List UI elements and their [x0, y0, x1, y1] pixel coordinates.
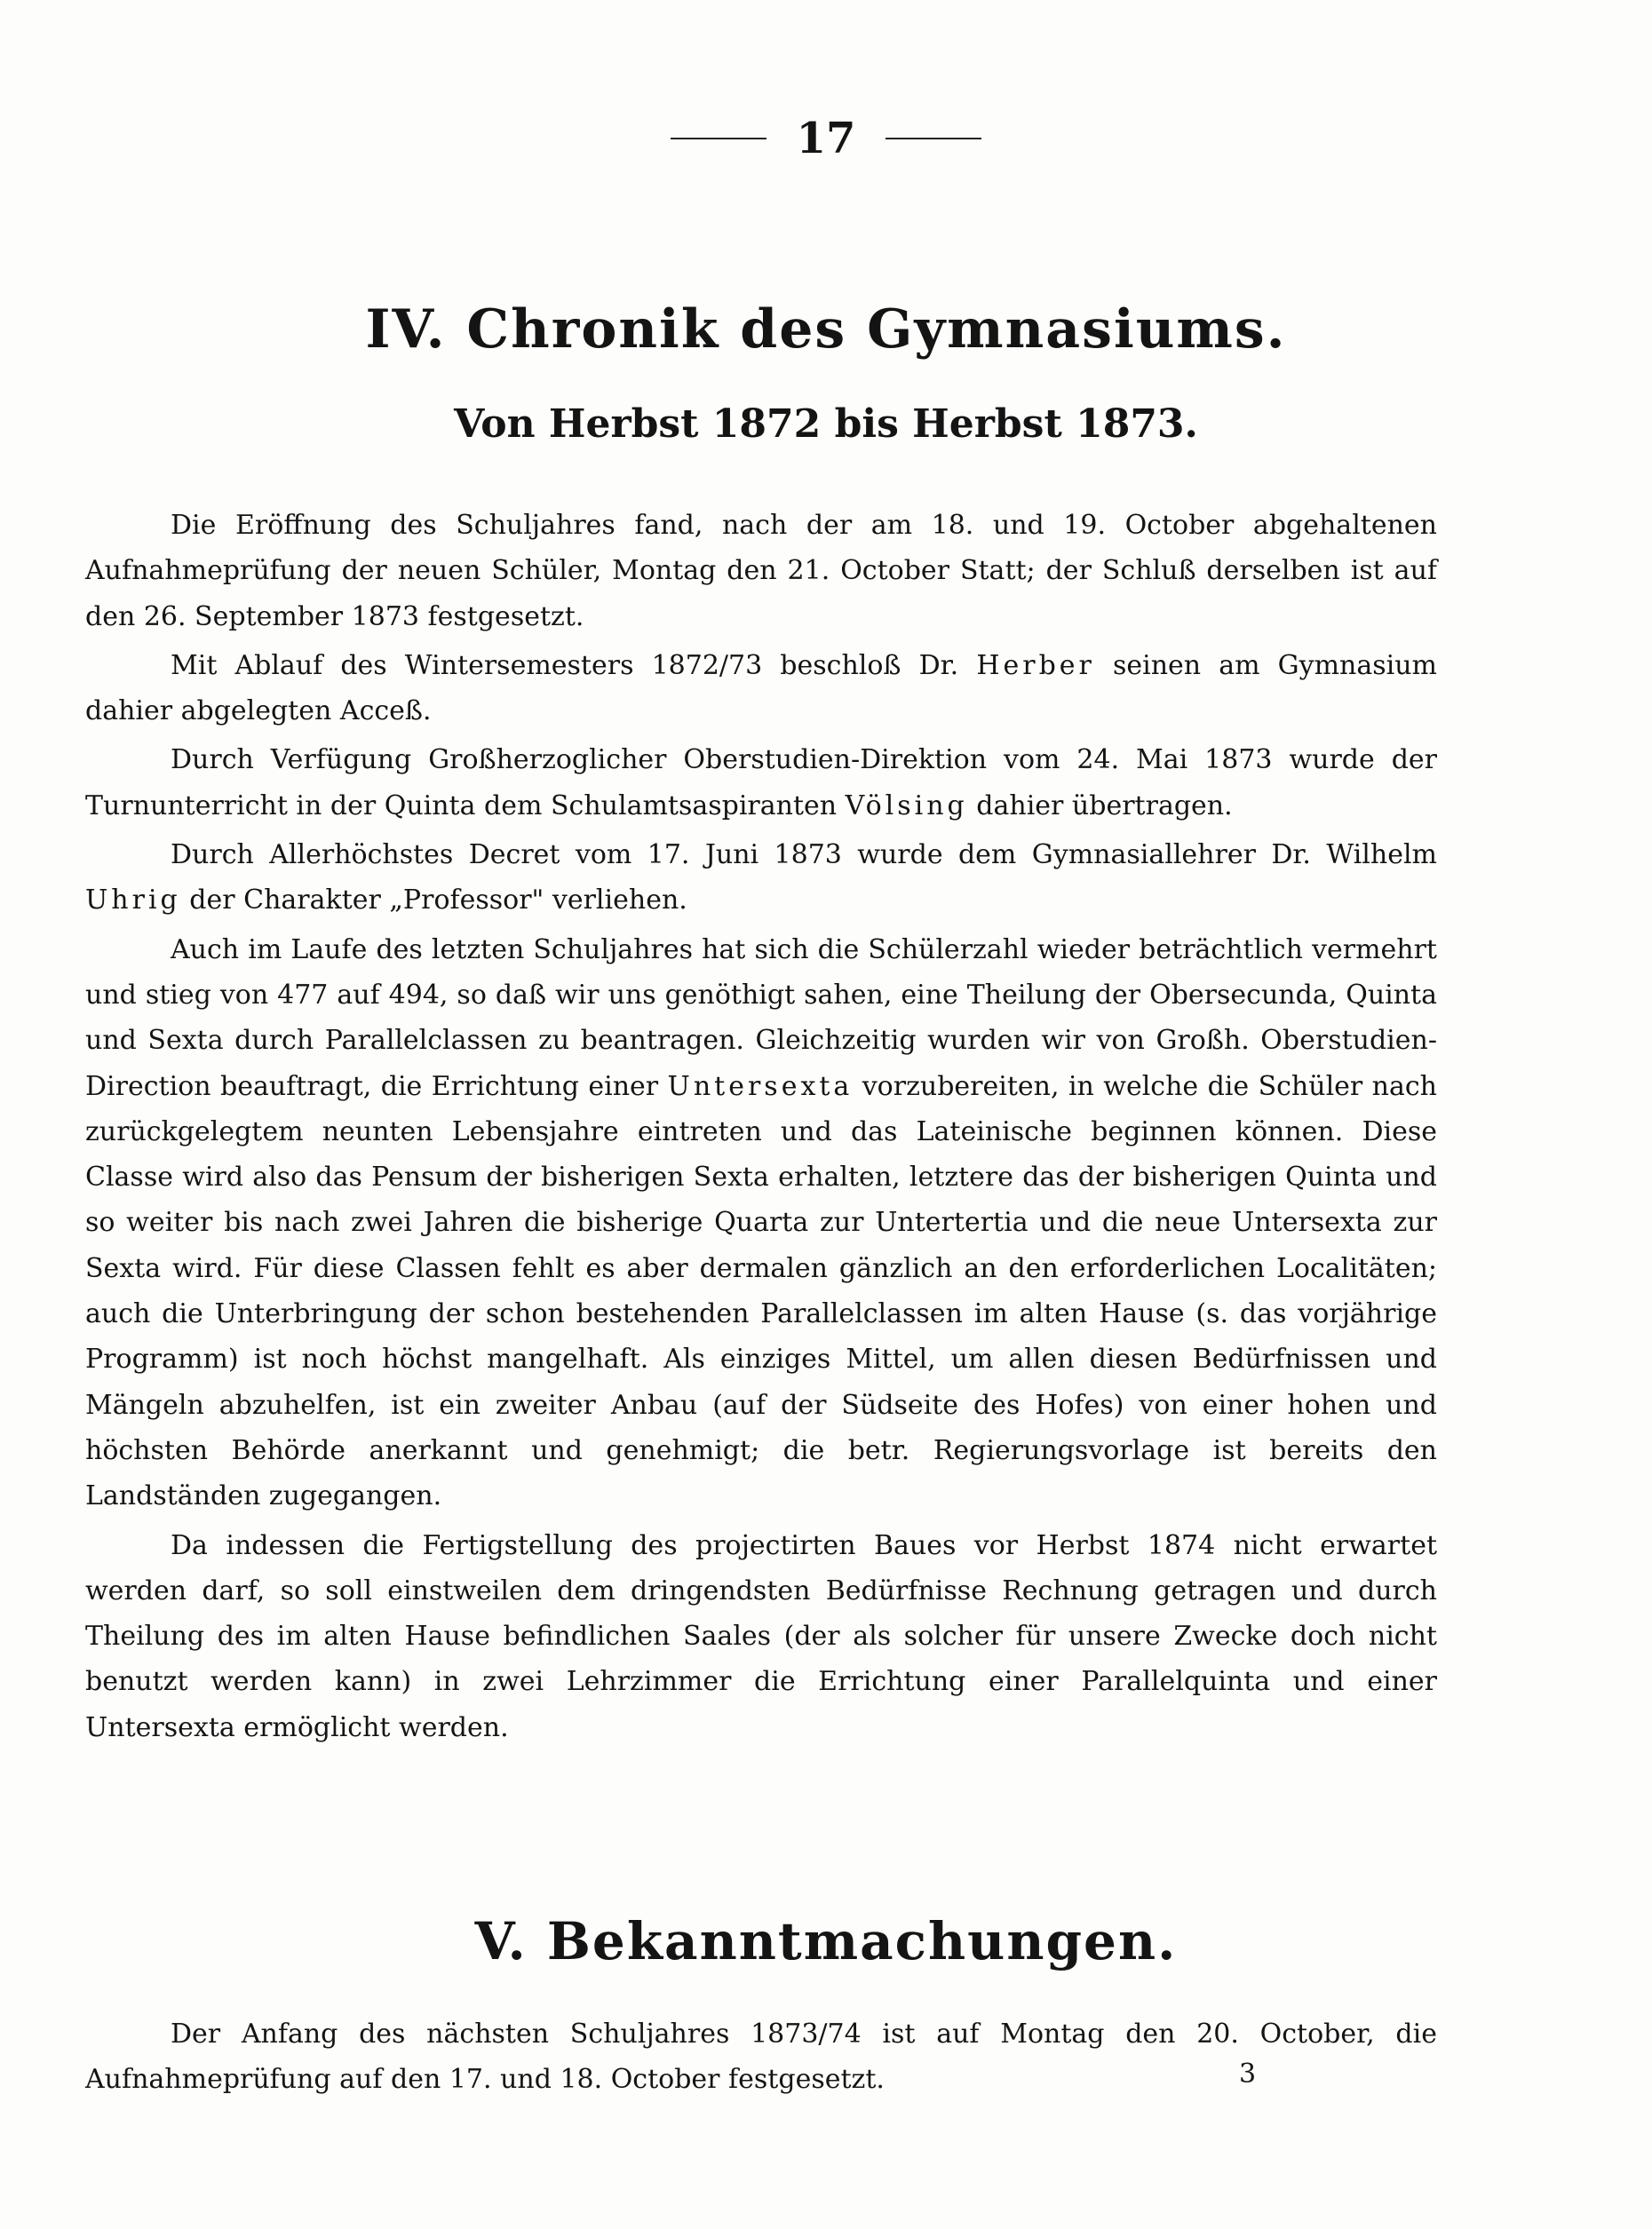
signature-mark: 3 [1239, 2058, 1257, 2090]
person-name: Herber [976, 649, 1095, 681]
person-name: Uhrig [85, 884, 181, 916]
page-header [0, 114, 1652, 163]
page-number: 17 [796, 114, 856, 163]
section-iv-heading: IV. Chronik des Gymnasiums. [365, 298, 1287, 361]
emphasized-term: Untersexta [667, 1070, 854, 1102]
text-segment: Mit Ablauf des Wintersemesters 1872/73 beschloß Dr. [171, 649, 977, 681]
header-rule-right [886, 138, 981, 139]
paragraph-opening: Die Eröffnung des Schuljahres fand, nach der am 18. und 19. October abgehaltenen Aufnahmeprüfung der neuen Schüler, Montag den 21. October Statt; der Schluß derselben ist auf den 26. September 1873 festgesetzt. [85, 510, 1437, 632]
paragraph-professor [85, 832, 1437, 924]
header-rule-left [671, 138, 766, 139]
section-iv-subtitle: Von Herbst 1872 bis Herbst 1873. [454, 401, 1198, 447]
paragraph-schuelerzahl [85, 927, 1437, 1519]
text-segment: seinen am Gymnasium dahier abgelegten Acceß. [85, 649, 1437, 727]
paragraph-neubau: Da indessen die Fertigstellung des projectirten Baues vor Herbst 1874 nicht erwartet werden darf, so soll einstweilen dem dringendsten Bedürfnisse Rechnung getragen und durch Theilung des im alten Hause befindlichen Saales (der als solcher für unsere Zwecke doch nicht benutzt werden kann) in zwei Lehrzimmer die Errichtung einer Parallelquinta und einer Untersexta ermöglicht werden. [85, 1529, 1437, 1743]
section-v-body [85, 2011, 1437, 2106]
text-segment: Durch Allerhöchstes Decret vom 17. Juni 1873 wurde dem Gymnasiallehrer Dr. Wilhelm [171, 839, 1437, 871]
person-name: Völsing [845, 789, 968, 821]
text-segment: vorzubereiten, in welche die Schüler nach zurückgelegtem neunten Lebensjahre eintreten und das Lateinische beginnen können. Diese Classe wird also das Pensum der bisherigen Sexta erhalten, letztere das der bisherigen Quinta und so weiter bis nach zwei Jahren die bisherige Quarta zur Untertertia und die neue Untersexta zur Sexta wird. Für diese Classen fehlt es aber dermalen gänzlich an den erforderlichen Localitäten; auch die Unterbringung der schon bestehenden Parallelclassen im alten Hause (s. das vorjährige Programm) ist noch höchst mangelhaft. Als einziges Mittel, um allen diesen Bedürfnissen und Mängeln abzuhelfen, ist ein zweiter Anbau (auf der Südseite des Hofes) von einer hohen und höchsten Behörde anerkannt und genehmigt; die betr. Regierungsvorlage ist bereits den Landständen zugegangen. [85, 1070, 1438, 1512]
paragraph-schuljahr-anfang: Der Anfang des nächsten Schuljahres 1873/74 ist auf Montag den 20. October, die Aufnahmeprüfung auf den 17. und 18. October festgesetzt. [85, 2019, 1437, 2096]
text-segment: Durch Verfügung Großherzoglicher Oberstudien-Direktion vom 24. Mai 1873 wurde der Turnunterricht in der Quinta dem Schulamtsaspiranten [85, 744, 1437, 821]
text-segment: dahier übertragen. [967, 789, 1233, 821]
section-v-heading: V. Bekanntmachungen. [474, 1911, 1178, 1971]
paragraph-turnunterricht [85, 737, 1437, 829]
text-segment: Auch im Laufe des letzten Schuljahres hat sich die Schülerzahl wieder beträchtlich vermehrt und stieg von 477 auf 494, so daß wir uns genöthigt sahen, eine Theilung der Obersecunda, Quinta und Sexta durch Parallelclassen zu beantragen. Gleichzeitig wurden wir von Großh. Oberstudien-Direction beauftragt, die Errichtung einer [85, 933, 1437, 1102]
paragraph-herber [85, 643, 1437, 734]
section-iv-body [85, 503, 1437, 1754]
text-segment: der Charakter „Professor" verliehen. [180, 884, 687, 916]
